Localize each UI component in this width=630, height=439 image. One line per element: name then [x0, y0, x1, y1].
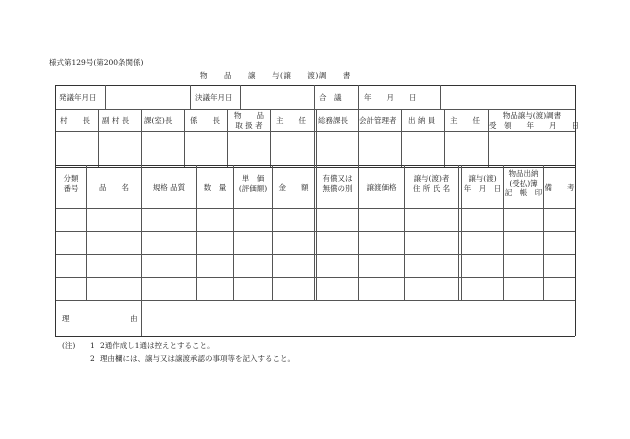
column-header-transfer-date: 譲与(渡) 年 月 日	[463, 174, 502, 193]
approval-date-label: 年 月 日	[364, 93, 417, 102]
section-chief-label: 課(室)長	[144, 116, 173, 125]
note-prefix: (注)	[62, 341, 76, 350]
receipt-label: 物品譲与(渡)調書 受 領 年 月 日	[489, 111, 579, 130]
column-header-quantity: 数 量	[203, 183, 227, 192]
reason-field[interactable]	[142, 301, 575, 336]
deputy-mayor-label: 副 村 長	[102, 116, 130, 125]
accounting-manager-label: 会計管理者	[359, 116, 397, 125]
page-title: 物 品 譲 与(譲 渡)調 書	[200, 71, 351, 80]
approval-label: 合 議	[319, 93, 342, 102]
column-header-paid-or-free: 有償又は 無償の別	[322, 174, 353, 193]
column-header-amount: 金 額	[278, 183, 309, 192]
proposal-date-label: 発議年月日	[59, 93, 97, 102]
note2-number: 2	[90, 354, 95, 363]
reason-label-right: 由	[130, 314, 138, 323]
column-header-remarks: 備 考	[544, 183, 575, 192]
column-header-transfer-price: 譲渡価格	[366, 183, 397, 192]
column-header-item-name: 品 名	[99, 183, 129, 192]
note2-text: 理由欄には、譲与又は譲渡承認の事項等を記入すること。	[100, 354, 295, 363]
cashier-label: 出 納 員	[408, 116, 436, 125]
note1-number: 1	[90, 341, 95, 350]
reason-label-left: 理	[62, 314, 70, 323]
subsection-chief-label: 係 長	[190, 116, 220, 125]
column-header-unit-price: 単 価 (評価額)	[238, 174, 268, 193]
table-row[interactable]	[56, 209, 575, 231]
general-affairs-chief-label: 総務課長	[318, 116, 348, 125]
table-row[interactable]	[56, 278, 575, 300]
table-row[interactable]	[56, 255, 575, 277]
staff2-label: 主 任	[450, 116, 480, 125]
column-header-spec: 規格 品質	[152, 183, 186, 192]
mayor-label: 村 長	[60, 116, 90, 125]
staff-label: 主 任	[276, 116, 306, 125]
column-header-ledger-seal: 物品出納 (受払)簿 記 帳 印	[504, 169, 543, 197]
goods-handler-label: 物 品 取 扱 者	[234, 111, 264, 130]
column-header-transferee: 譲与(渡)者 住 所 氏 名	[412, 174, 451, 193]
form-number: 様式第129号(第200条関係)	[49, 58, 144, 67]
decision-date-label: 決議年月日	[195, 93, 233, 102]
note1-text: 2通作成し1通は控えとすること。	[100, 341, 215, 350]
table-row[interactable]	[56, 232, 575, 254]
column-header-classification: 分類 番号	[63, 174, 79, 193]
